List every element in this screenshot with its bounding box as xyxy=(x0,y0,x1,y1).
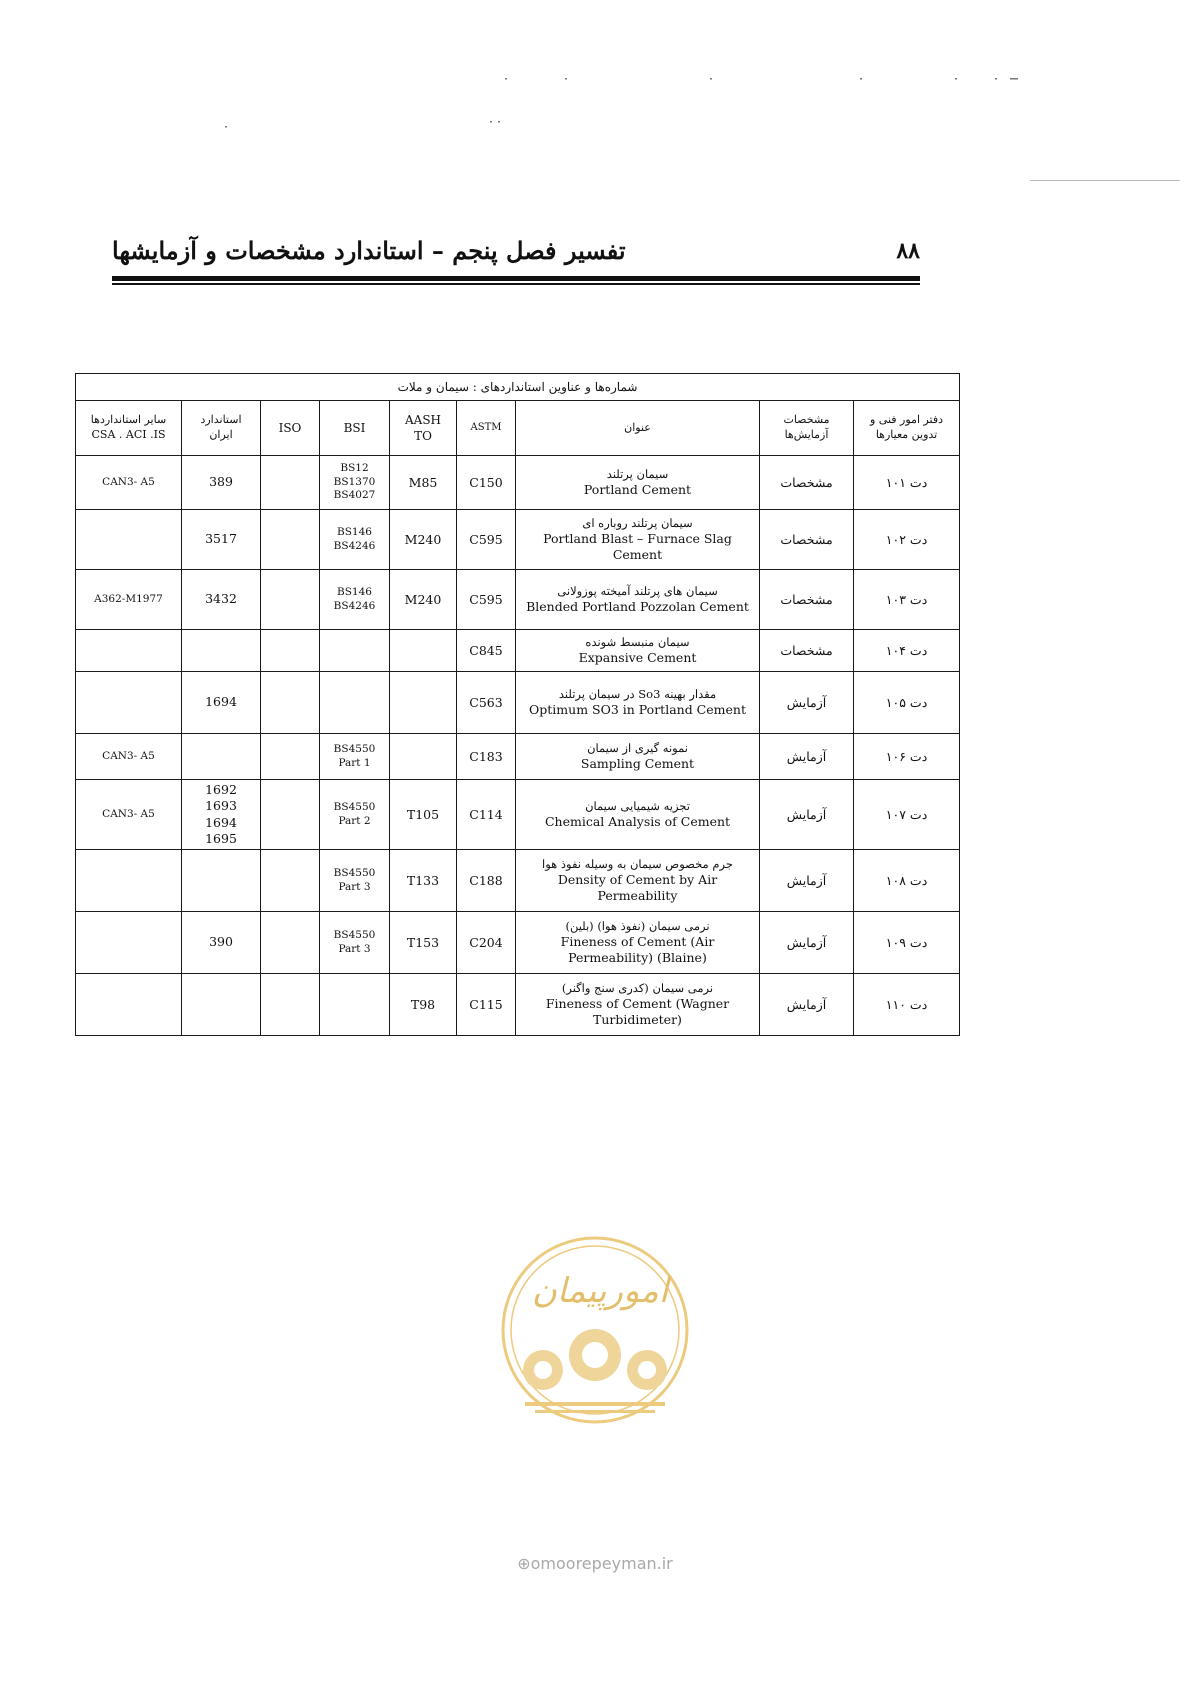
cell-bsi xyxy=(320,630,390,672)
cell-title xyxy=(516,630,760,672)
cell-astm: C595 xyxy=(457,570,516,630)
cell-astm: C204 xyxy=(457,912,516,974)
title-persian: سیمان های پرتلند آمیخته پوزولانی xyxy=(557,583,718,598)
cell-type: مشخصات xyxy=(760,570,854,630)
cell-code: دت ۱۰۸ xyxy=(854,850,960,912)
cell-type: مشخصات xyxy=(760,630,854,672)
cell-other-standards xyxy=(76,850,182,912)
cell-aashto: M240 xyxy=(390,570,457,630)
title-english: Blended Portland Pozzolan Cement xyxy=(526,598,749,614)
table-row xyxy=(76,912,960,974)
title-persian: تجزیه شیمیایی سیمان xyxy=(585,798,690,813)
cell-iran-standard: 1692 1693 1694 1695 xyxy=(182,780,261,850)
cell-other-standards xyxy=(76,630,182,672)
title-english: Portland Blast – Furnace Slag Cement xyxy=(543,530,732,562)
cell-other-standards: CAN3- A5 xyxy=(76,780,182,850)
header-other: سایر استانداردها CSA . ACI .IS xyxy=(76,401,182,456)
cell-iran-standard: 389 xyxy=(182,456,261,510)
table-row xyxy=(76,630,960,672)
header-title: عنوان xyxy=(516,401,760,456)
header-aashto: AASH TO xyxy=(390,401,457,456)
cell-other-standards: CAN3- A5 xyxy=(76,456,182,510)
cell-bsi: BS4550 Part 1 xyxy=(320,734,390,780)
cell-bsi: BS146 BS4246 xyxy=(320,570,390,630)
cell-title xyxy=(516,672,760,734)
title-persian: جرم مخصوص سیمان به وسیله نفوذ هوا xyxy=(542,856,733,871)
table-header-row xyxy=(76,401,960,456)
cell-aashto: M240 xyxy=(390,510,457,570)
cell-other-standards: A362-M1977 xyxy=(76,570,182,630)
cell-title xyxy=(516,912,760,974)
title-english: Optimum SO3 in Portland Cement xyxy=(529,701,746,717)
omoorepeyman-logo xyxy=(495,1230,695,1430)
cell-title xyxy=(516,850,760,912)
cell-iso xyxy=(261,912,320,974)
title-persian: سیمان پرتلند روباره ای xyxy=(582,515,693,530)
cell-bsi: BS12 BS1370 BS4027 xyxy=(320,456,390,510)
header-code: دفتر امور فنی و تدوین معیارها xyxy=(854,401,960,456)
cell-iso xyxy=(261,510,320,570)
cell-iran-standard xyxy=(182,630,261,672)
cell-other-standards xyxy=(76,974,182,1036)
cell-code: دت ۱۰۷ xyxy=(854,780,960,850)
cell-bsi: BS4550 Part 3 xyxy=(320,850,390,912)
header-iso: ISO xyxy=(261,401,320,456)
website-watermark: ⊕omoorepeyman.ir xyxy=(517,1554,673,1573)
title-english: Fineness of Cement (Wagner Turbidimeter) xyxy=(545,995,730,1027)
cell-type: آزمایش xyxy=(760,850,854,912)
cell-type: مشخصات xyxy=(760,456,854,510)
cell-code: دت ۱۰۹ xyxy=(854,912,960,974)
title-persian: سیمان منبسط شونده xyxy=(585,634,690,649)
header-bsi: BSI xyxy=(320,401,390,456)
header-rule xyxy=(112,276,920,281)
cell-type: آزمایش xyxy=(760,672,854,734)
title-persian: سیمان پرتلند xyxy=(606,466,669,481)
cell-astm: C845 xyxy=(457,630,516,672)
running-title: تفسیر فصل پنجم – استاندارد مشخصات و آزمایشها xyxy=(112,236,626,265)
title-english: Fineness of Cement (Air Permeability) (Blaine) xyxy=(560,933,715,965)
cell-bsi: BS4550 Part 3 xyxy=(320,912,390,974)
cell-astm: C188 xyxy=(457,850,516,912)
table-row xyxy=(76,850,960,912)
cell-aashto: T105 xyxy=(390,780,457,850)
cell-code: دت ۱۰۵ xyxy=(854,672,960,734)
cell-title xyxy=(516,570,760,630)
header-astm: ASTM xyxy=(457,401,516,456)
cell-iran-standard: 1694 xyxy=(182,672,261,734)
cell-title xyxy=(516,974,760,1036)
cell-iran-standard: 3517 xyxy=(182,510,261,570)
title-english: Portland Cement xyxy=(583,481,692,497)
page-number: ۸۸ xyxy=(896,238,920,264)
cell-other-standards xyxy=(76,510,182,570)
table-row xyxy=(76,456,960,510)
title-english: Expansive Cement xyxy=(578,649,697,665)
cell-code: دت ۱۰۱ xyxy=(854,456,960,510)
cell-code: دت ۱۰۳ xyxy=(854,570,960,630)
cell-bsi xyxy=(320,672,390,734)
cell-astm: C150 xyxy=(457,456,516,510)
header-rule-thin xyxy=(112,283,920,285)
cell-iso xyxy=(261,734,320,780)
cell-aashto: T133 xyxy=(390,850,457,912)
logo-lettering: امورپیمان xyxy=(531,1271,669,1311)
table-row xyxy=(76,510,960,570)
table-body xyxy=(76,456,960,1036)
table-caption: شماره‌ها و عناوین استانداردهای : سیمان و ملات xyxy=(76,374,960,401)
cell-iran-standard xyxy=(182,734,261,780)
cell-bsi: BS4550 Part 2 xyxy=(320,780,390,850)
title-english: Sampling Cement xyxy=(580,755,695,771)
title-english: Density of Cement by Air Permeability xyxy=(557,871,718,903)
title-persian: نرمی سیمان (نفوذ هوا) (بلین) xyxy=(565,918,710,933)
cell-iso xyxy=(261,630,320,672)
cell-iso xyxy=(261,570,320,630)
cell-type: مشخصات xyxy=(760,510,854,570)
standards-table xyxy=(75,373,959,1036)
cell-astm: C563 xyxy=(457,672,516,734)
cell-iso xyxy=(261,850,320,912)
cell-title xyxy=(516,456,760,510)
cell-code: دت ۱۰۴ xyxy=(854,630,960,672)
cell-bsi xyxy=(320,974,390,1036)
table-row xyxy=(76,974,960,1036)
cell-aashto xyxy=(390,734,457,780)
scan-specks xyxy=(0,0,1195,200)
cell-code: دت ۱۰۶ xyxy=(854,734,960,780)
header-type: مشخصات آزمایش‌ها xyxy=(760,401,854,456)
table-row xyxy=(76,570,960,630)
cell-astm: C595 xyxy=(457,510,516,570)
table-row xyxy=(76,672,960,734)
cell-type: آزمایش xyxy=(760,734,854,780)
cell-iran-standard xyxy=(182,850,261,912)
title-persian: نرمی سیمان (کدری سنج واگنر) xyxy=(561,980,714,995)
cell-code: دت ۱۰۲ xyxy=(854,510,960,570)
cell-code: دت ۱۱۰ xyxy=(854,974,960,1036)
cell-iso xyxy=(261,780,320,850)
title-persian: نمونه گیری از سیمان xyxy=(587,740,688,755)
cell-astm: C114 xyxy=(457,780,516,850)
title-english: Chemical Analysis of Cement xyxy=(544,813,731,829)
cell-aashto: M85 xyxy=(390,456,457,510)
cell-type: آزمایش xyxy=(760,912,854,974)
cell-title xyxy=(516,734,760,780)
cell-other-standards xyxy=(76,912,182,974)
cell-title xyxy=(516,780,760,850)
cell-iso xyxy=(261,456,320,510)
title-persian: مقدار بهینه So3 در سیمان پرتلند xyxy=(558,686,717,701)
cell-iran-standard: 3432 xyxy=(182,570,261,630)
cell-aashto: T153 xyxy=(390,912,457,974)
cell-other-standards: CAN3- A5 xyxy=(76,734,182,780)
cell-aashto: T98 xyxy=(390,974,457,1036)
cell-iran-standard xyxy=(182,974,261,1036)
cell-aashto xyxy=(390,630,457,672)
cell-type: آزمایش xyxy=(760,974,854,1036)
cell-title xyxy=(516,510,760,570)
cell-iran-standard: 390 xyxy=(182,912,261,974)
cell-aashto xyxy=(390,672,457,734)
cell-type: آزمایش xyxy=(760,780,854,850)
cell-other-standards xyxy=(76,672,182,734)
table-row xyxy=(76,780,960,850)
cell-astm: C115 xyxy=(457,974,516,1036)
cell-astm: C183 xyxy=(457,734,516,780)
header-iran: استاندارد ایران xyxy=(182,401,261,456)
table-row xyxy=(76,734,960,780)
cell-bsi: BS146 BS4246 xyxy=(320,510,390,570)
cell-iso xyxy=(261,974,320,1036)
cell-iso xyxy=(261,672,320,734)
